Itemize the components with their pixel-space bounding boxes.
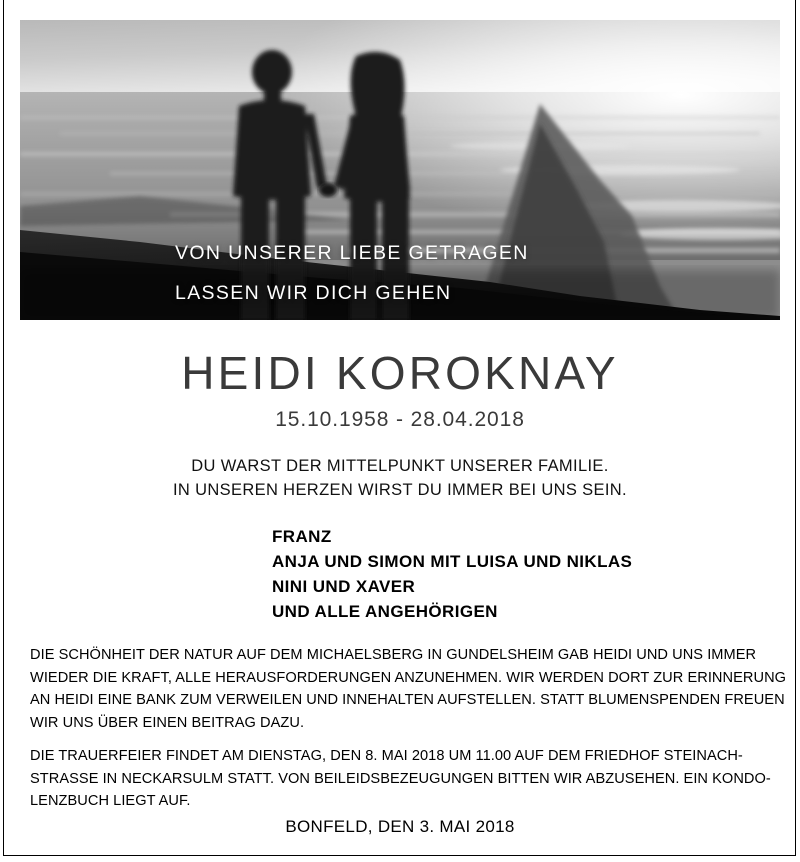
memorial-photograph	[20, 20, 780, 320]
mourner-line: NINI UND XAVER	[272, 577, 416, 596]
memorial-line: WIR UNS ÜBER EINEN BEITRAG DAZU.	[30, 714, 305, 731]
service-paragraph	[30, 745, 772, 813]
memorial-line: WIEDER DIE KRAFT, ALLE HERAUSFORDERUNGEN ANZUNEHMEN. WIR WERDEN DORT ZUR ERINNERUNG	[30, 669, 787, 686]
photo-text-overlay	[20, 20, 780, 320]
service-line: STRASSE IN NECKARSULM STATT. VON BEILEIDSBEZEUGUNGEN BITTEN WIR ABZUSEHEN. EIN KONDO-	[30, 770, 771, 787]
service-line: DIE TRAUERFEIER FINDET AM DIENSTAG, DEN 8. MAI 2018 UM 11.00 AUF DEM FRIEDHOF STEINACH-	[30, 748, 743, 764]
life-dates: 15.10.1958 - 28.04.2018	[275, 408, 525, 431]
mourner-line: UND ALLE ANGEHÖRIGEN	[272, 602, 498, 621]
deceased-name: HEIDI KOROKNAY	[181, 347, 619, 399]
border-line-bottom	[3, 855, 796, 856]
memorial-paragraph	[30, 644, 787, 734]
epitaph-line-1: DU WARST DER MITTELPUNKT UNSERER FAMILIE.	[191, 457, 609, 475]
mourner-line: FRANZ	[272, 527, 332, 546]
closing-place-and-date: BONFELD, DEN 3. MAI 2018	[285, 817, 515, 836]
overlay-line-2: LASSEN WIR DICH GEHEN	[175, 282, 452, 304]
mourner-line: ANJA UND SIMON MIT LUISA UND NIKLAS	[272, 552, 633, 571]
mourners-block	[272, 524, 632, 624]
epitaph-line-2: IN UNSEREN HERZEN WIRST DU IMMER BEI UNS SEIN.	[172, 481, 627, 499]
epitaph-block	[0, 454, 800, 502]
service-line: LENZBUCH LIEGT AUF.	[30, 793, 191, 809]
memorial-line: DIE SCHÖNHEIT DER NATUR AUF DEM MICHAELSBERG IN GUNDELSHEIM GAB HEIDI UND UNS IMMER	[30, 647, 757, 663]
memorial-line: AN HEIDI EINE BANK ZUM VERWEILEN UND INNEHALTEN AUFSTELLEN. STATT BLUMENSPENDEN FREUEN	[30, 692, 785, 708]
mouse-line-drawing-icon	[460, 276, 580, 320]
overlay-line-1: VON UNSERER LIEBE GETRAGEN	[175, 242, 529, 264]
